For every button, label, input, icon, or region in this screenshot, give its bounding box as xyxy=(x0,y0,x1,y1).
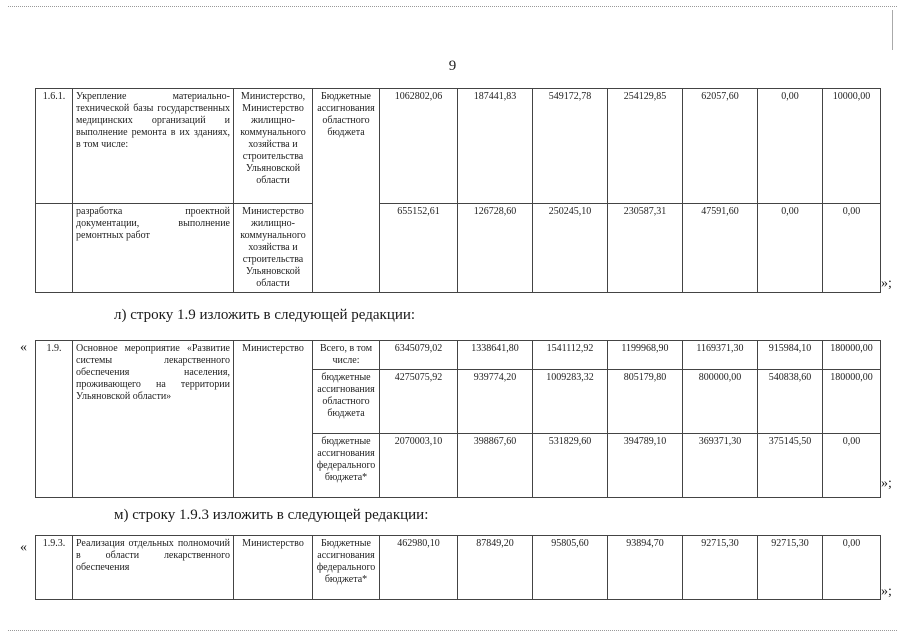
measure-name: Реализация отдельных полномочий в области лекарственного обеспечения xyxy=(73,536,234,600)
table-row xyxy=(36,536,881,600)
value-total: 1062802,06 xyxy=(380,89,458,204)
table-row xyxy=(36,341,881,370)
value-year: 1338641,80 xyxy=(458,341,533,370)
value-year: 1541112,92 xyxy=(533,341,608,370)
right-scan-edge xyxy=(892,10,893,50)
funding-source: Бюджетные ассигнования областного бюджета xyxy=(313,89,380,293)
value-year: 92715,30 xyxy=(758,536,823,600)
responsible-executor: Министерство xyxy=(234,341,313,498)
measure-name: разработка проектной документации, выполнение ремонтных работ xyxy=(73,204,234,293)
value-year: 10000,00 xyxy=(823,89,881,204)
closing-quote: »; xyxy=(881,584,892,599)
value-year: 254129,85 xyxy=(608,89,683,204)
value-year: 126728,60 xyxy=(458,204,533,293)
value-year: 549172,78 xyxy=(533,89,608,204)
table-row-1-9-3 xyxy=(35,535,881,600)
value-year: 230587,31 xyxy=(608,204,683,293)
value-year: 62057,60 xyxy=(683,89,758,204)
value-year: 0,00 xyxy=(823,434,881,498)
table-row-1-9 xyxy=(35,340,881,498)
value-year: 805179,80 xyxy=(608,370,683,434)
value-year: 915984,10 xyxy=(758,341,823,370)
value-total: 4275075,92 xyxy=(380,370,458,434)
closing-quote: »; xyxy=(881,476,892,491)
value-total: 2070003,10 xyxy=(380,434,458,498)
value-year: 1009283,32 xyxy=(533,370,608,434)
opening-quote: « xyxy=(20,340,27,355)
measure-name: Основное мероприятие «Развитие системы лекарственного обеспечения населения, проживающего на территории Ульяновской области» xyxy=(73,341,234,498)
value-year: 95805,60 xyxy=(533,536,608,600)
value-year: 87849,20 xyxy=(458,536,533,600)
page-number: 9 xyxy=(448,58,457,74)
table-row xyxy=(36,204,881,293)
value-total: 6345079,02 xyxy=(380,341,458,370)
value-year: 0,00 xyxy=(823,204,881,293)
section-heading: м) строку 1.9.3 изложить в следующей редакции: xyxy=(114,507,429,523)
value-year: 800000,00 xyxy=(683,370,758,434)
value-year: 394789,10 xyxy=(608,434,683,498)
value-year: 531829,60 xyxy=(533,434,608,498)
value-year: 0,00 xyxy=(758,89,823,204)
value-year: 187441,83 xyxy=(458,89,533,204)
section-heading: л) строку 1.9 изложить в следующей редакции: xyxy=(114,307,416,323)
responsible-executor: Министерство xyxy=(234,536,313,600)
value-year: 1199968,90 xyxy=(608,341,683,370)
closing-quote: »; xyxy=(881,276,892,291)
top-scan-edge xyxy=(8,6,897,10)
value-year: 180000,00 xyxy=(823,341,881,370)
value-total: 462980,10 xyxy=(380,536,458,600)
funding-source: бюджетные ассигнования областного бюджета xyxy=(313,370,380,434)
responsible-executor: Министерство жилищно-коммунального хозяйства и строительства Ульяновской области xyxy=(234,204,313,293)
row-number: 1.9.3. xyxy=(36,536,73,600)
value-year: 369371,30 xyxy=(683,434,758,498)
measure-name: Укрепление материально-технической базы государственных медицинских организаций и выполнение ремонта в их зданиях, в том числе: xyxy=(73,89,234,204)
funding-source: бюджетные ассигнования федерального бюджета* xyxy=(313,434,380,498)
value-year: 1169371,30 xyxy=(683,341,758,370)
value-year: 939774,20 xyxy=(458,370,533,434)
opening-quote: « xyxy=(20,540,27,555)
value-year: 540838,60 xyxy=(758,370,823,434)
value-year: 47591,60 xyxy=(683,204,758,293)
value-year: 92715,30 xyxy=(683,536,758,600)
row-number: 1.9. xyxy=(36,341,73,498)
value-year: 398867,60 xyxy=(458,434,533,498)
row-number: 1.6.1. xyxy=(36,89,73,204)
value-year: 180000,00 xyxy=(823,370,881,434)
value-year: 250245,10 xyxy=(533,204,608,293)
funding-source: Всего, в том числе: xyxy=(313,341,380,370)
value-year: 0,00 xyxy=(758,204,823,293)
funding-source: Бюджетные ассигнования федерального бюджета* xyxy=(313,536,380,600)
value-year: 93894,70 xyxy=(608,536,683,600)
value-total: 655152,61 xyxy=(380,204,458,293)
bottom-scan-edge xyxy=(8,630,897,634)
value-year: 375145,50 xyxy=(758,434,823,498)
table-row-1-6-1 xyxy=(35,88,881,293)
value-year: 0,00 xyxy=(823,536,881,600)
row-number xyxy=(36,204,73,293)
table-row xyxy=(36,89,881,204)
responsible-executor: Министерство, Министерство жилищно-коммунального хозяйства и строительства Ульяновской области xyxy=(234,89,313,204)
